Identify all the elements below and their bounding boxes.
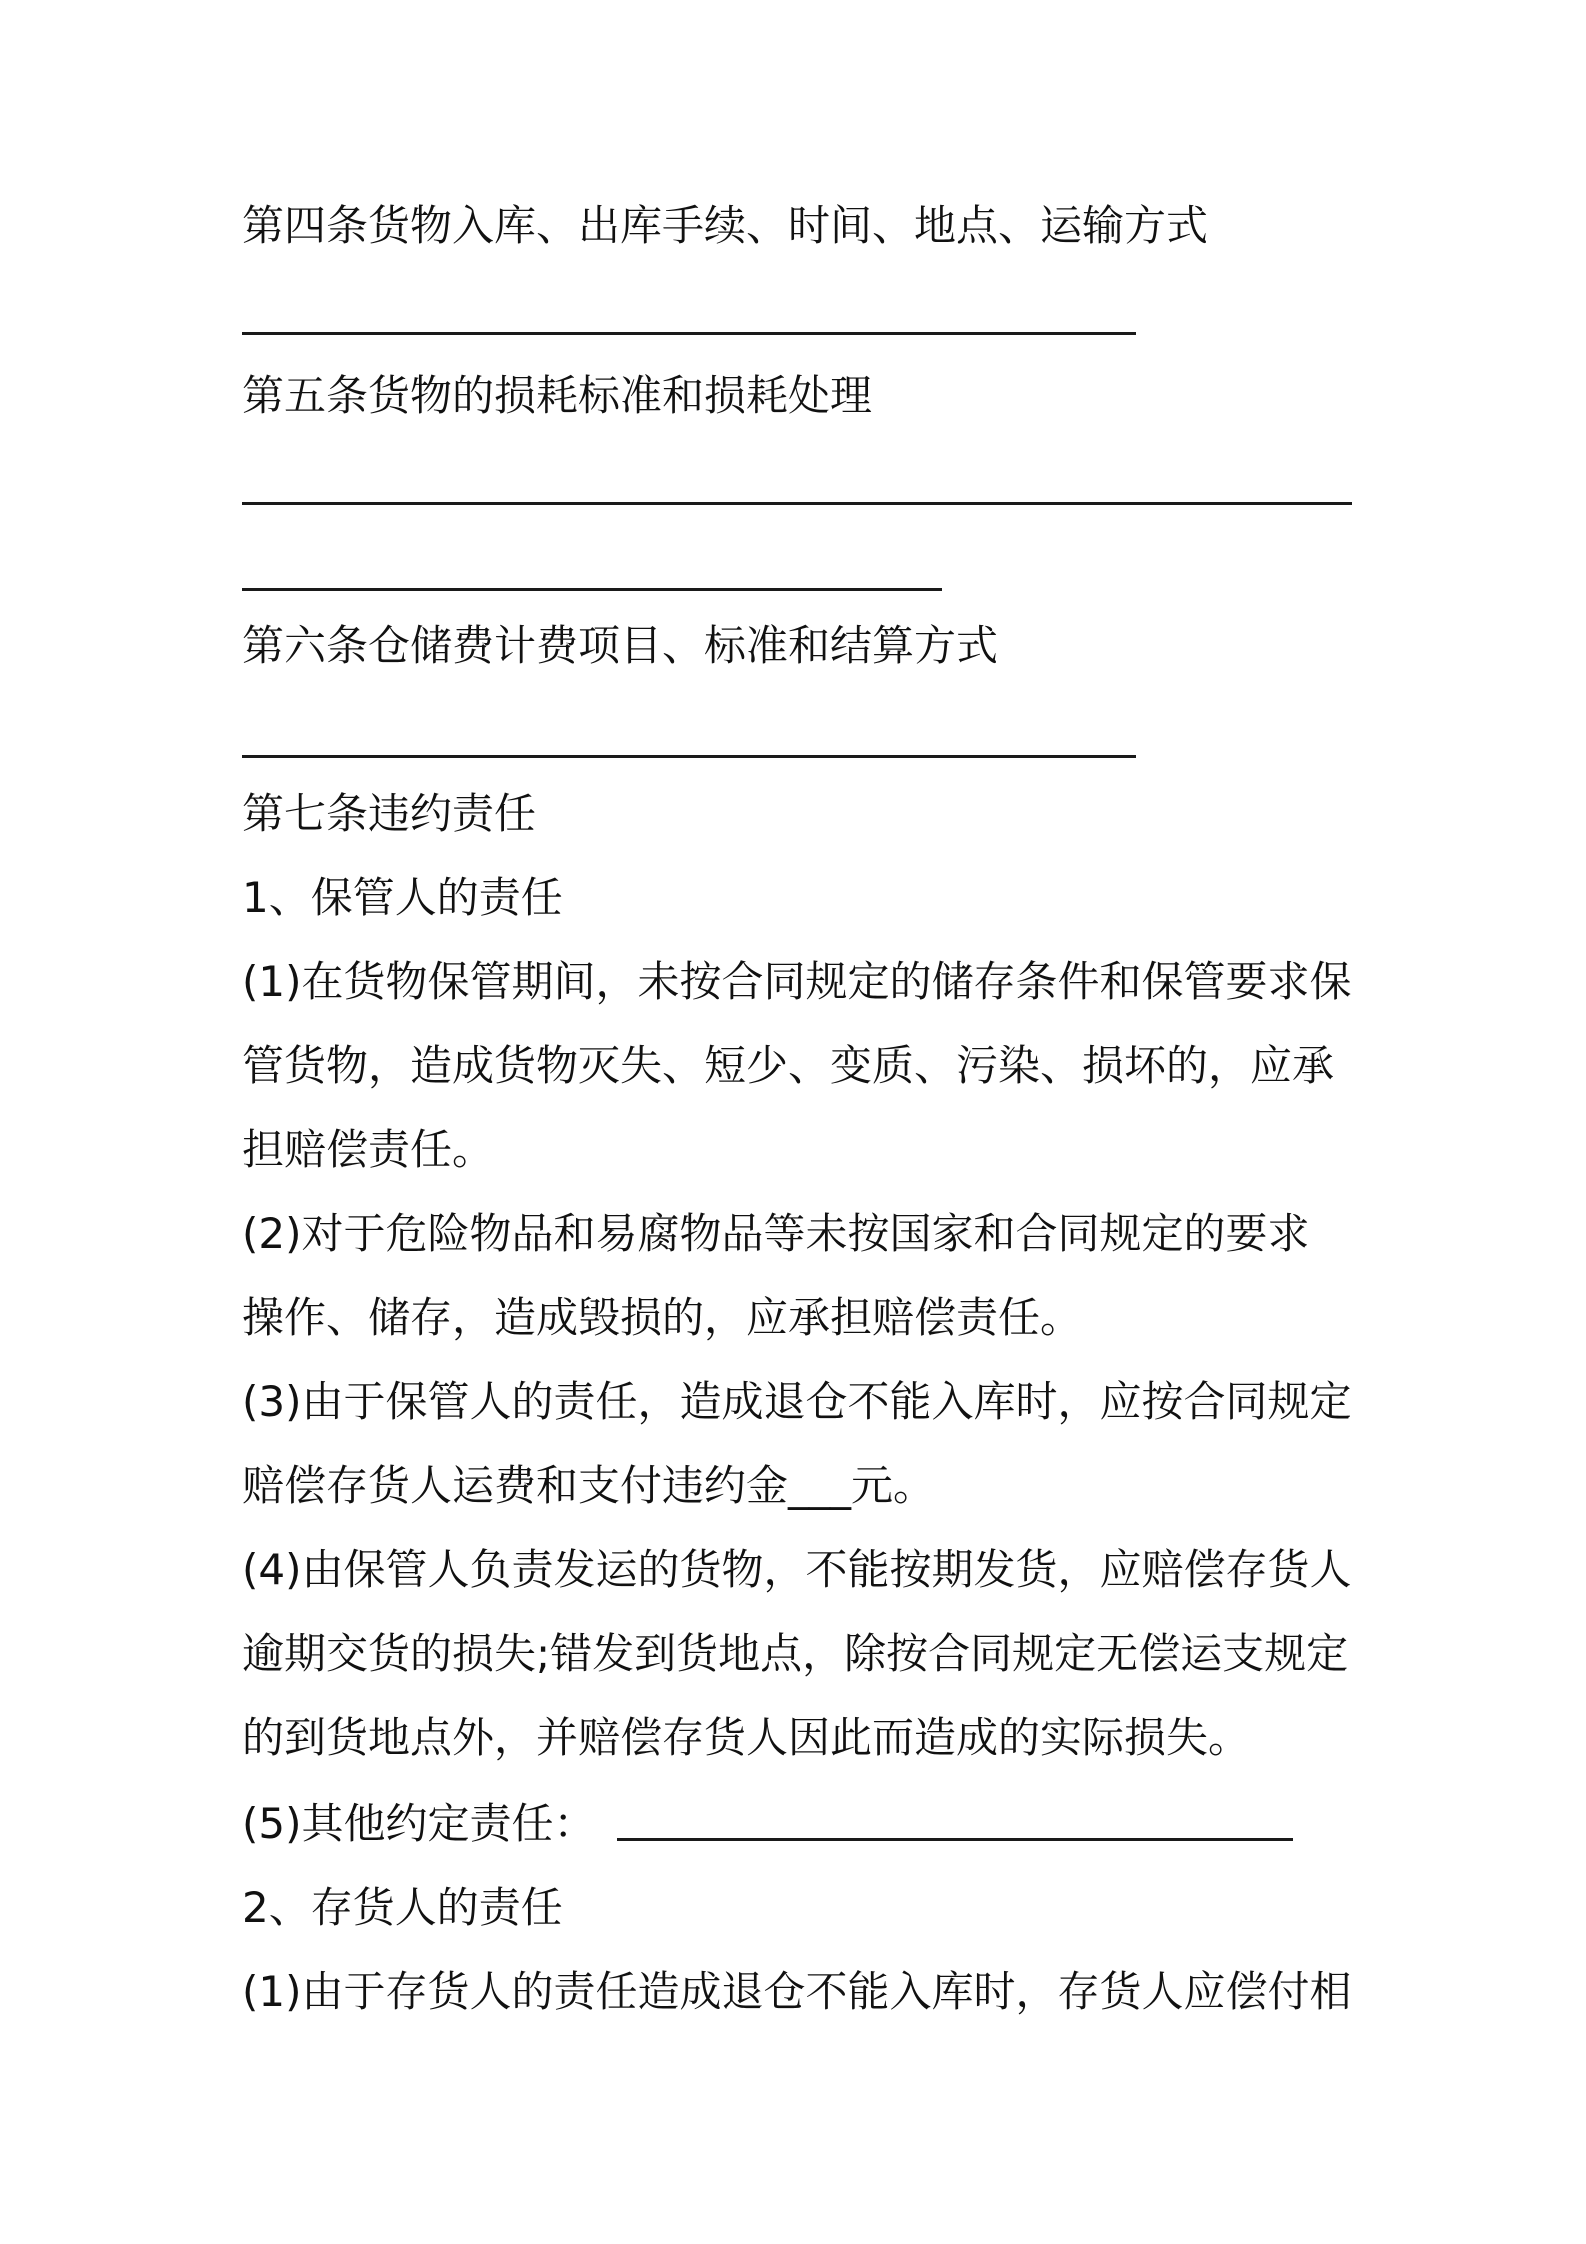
paragraph-line: (1)由于存货人的责任造成退仓不能入库时，存货人应偿付相 <box>242 1967 1352 2016</box>
fill-in-blank-line <box>242 588 942 591</box>
paragraph-line: 的到货地点外，并赔偿存货人因此而造成的实际损失。 <box>242 1713 1251 1762</box>
paragraph-line: 操作、储存，造成毁损的，应承担赔偿责任。 <box>242 1293 1083 1342</box>
fill-in-blank-line <box>242 332 1136 335</box>
other-responsibility-label: (5)其他约定责任： <box>242 1799 596 1848</box>
article-7-heading: 第七条违约责任 <box>242 789 537 838</box>
paragraph-line: 赔偿存货人运费和支付违约金___元。 <box>242 1461 936 1510</box>
article-6-heading: 第六条仓储费计费项目、标准和结算方式 <box>242 621 999 670</box>
fill-in-blank-line <box>242 755 1136 758</box>
paragraph-line: 管货物，造成货物灭失、短少、变质、污染、损坏的，应承 <box>242 1041 1335 1090</box>
paragraph-line: (3)由于保管人的责任，造成退仓不能入库时，应按合同规定 <box>242 1377 1352 1426</box>
paragraph-line: (2)对于危险物品和易腐物品等未按国家和合同规定的要求 <box>242 1209 1310 1258</box>
article-5-heading: 第五条货物的损耗标准和损耗处理 <box>242 371 873 420</box>
section-1-heading: 1、保管人的责任 <box>242 873 563 922</box>
paragraph-line: (1)在货物保管期间，未按合同规定的储存条件和保管要求保 <box>242 957 1352 1006</box>
fill-in-blank-line <box>617 1838 1293 1841</box>
paragraph-line: 逾期交货的损失;错发到货地点，除按合同规定无偿运支规定 <box>242 1629 1349 1678</box>
paragraph-line: 担赔偿责任。 <box>242 1125 495 1174</box>
article-4-heading: 第四条货物入库、出库手续、时间、地点、运输方式 <box>242 201 1209 250</box>
other-responsibility-line <box>242 1794 1293 1854</box>
fill-in-blank-line <box>242 502 1352 505</box>
paragraph-line: (4)由保管人负责发运的货物，不能按期发货，应赔偿存货人 <box>242 1545 1352 1594</box>
section-2-heading: 2、存货人的责任 <box>242 1883 563 1932</box>
